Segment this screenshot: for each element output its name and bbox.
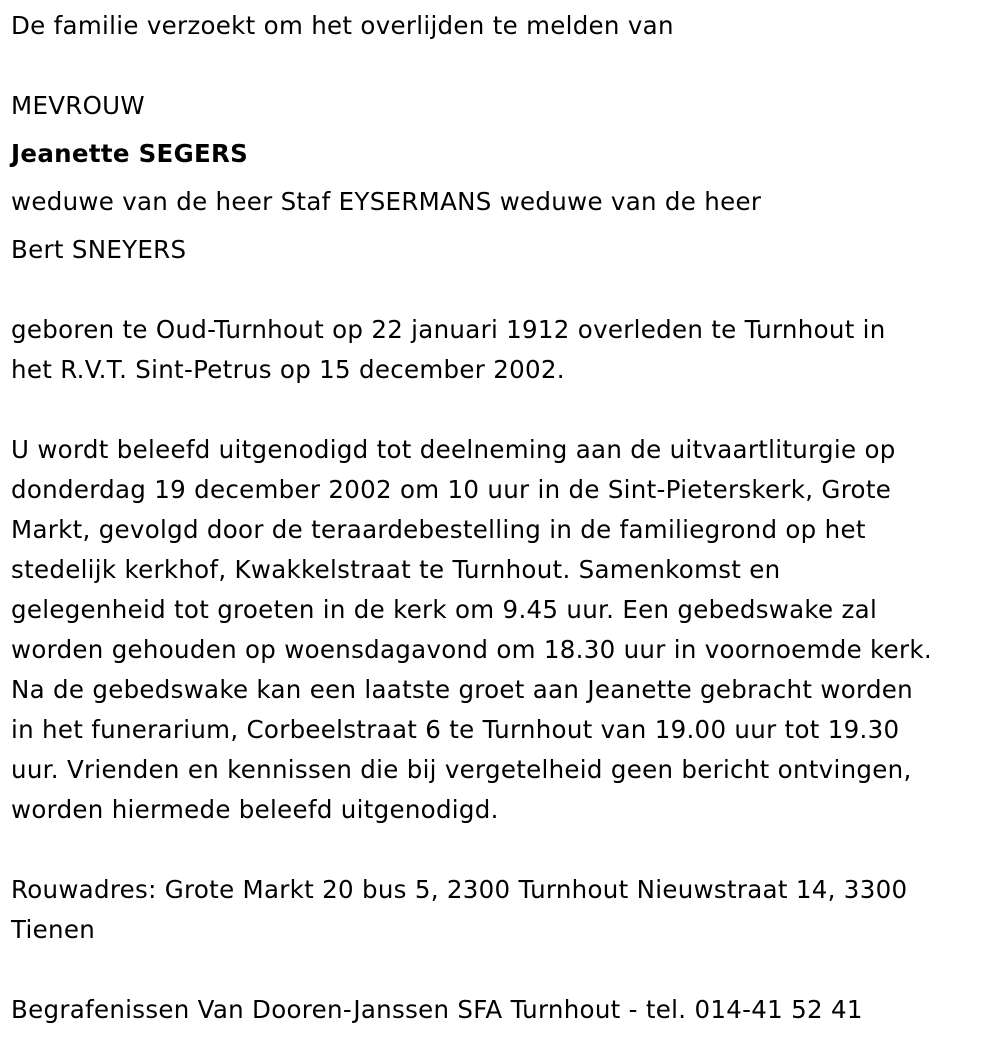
intro-text: De familie verzoekt om het overlijden te melden van [11,11,674,40]
birth-death-line-1: geboren te Oud-Turnhout op 22 januari 1912 overleden te Turnhout in [11,315,886,344]
mourning-address-line-1: Rouwadres: Grote Markt 20 bus 5, 2300 Turnhout Nieuwstraat 14, 3300 [11,875,908,904]
mourning-address-line-2: Tienen [11,915,96,944]
deceased-name: Jeanette SEGERS [11,139,249,168]
funeral-line: U wordt beleefd uitgenodigd tot deelneming aan de uitvaartliturgie op [11,435,896,464]
undertaker-contact: Begrafenissen Van Dooren-Janssen SFA Turnhout - tel. 014-41 52 41 [11,995,863,1024]
funeral-line: uur. Vrienden en kennissen die bij vergetelheid geen bericht ontvingen, [11,755,912,784]
funeral-line: worden gehouden op woensdagavond om 18.30 uur in voornoemde kerk. [11,635,932,664]
funeral-line: in het funerarium, Corbeelstraat 6 te Turnhout van 19.00 uur tot 19.30 [11,715,900,744]
funeral-line: stedelijk kerkhof, Kwakkelstraat te Turnhout. Samenkomst en [11,555,781,584]
funeral-line: gelegenheid tot groeten in de kerk om 9.45 uur. Een gebedswake zal [11,595,878,624]
birth-death-line-2: het R.V.T. Sint-Petrus op 15 december 2002. [11,355,565,384]
widow-line-1: weduwe van de heer Staf EYSERMANS weduwe van de heer [11,187,762,216]
funeral-line: donderdag 19 december 2002 om 10 uur in de Sint-Pieterskerk, Grote [11,475,892,504]
title-prefix: MEVROUW [11,91,145,120]
funeral-line: worden hiermede beleefd uitgenodigd. [11,795,499,824]
funeral-line: Markt, gevolgd door de teraardebestelling in de familiegrond op het [11,515,866,544]
widow-line-2: Bert SNEYERS [11,235,187,264]
funeral-line: Na de gebedswake kan een laatste groet aan Jeanette gebracht worden [11,675,914,704]
